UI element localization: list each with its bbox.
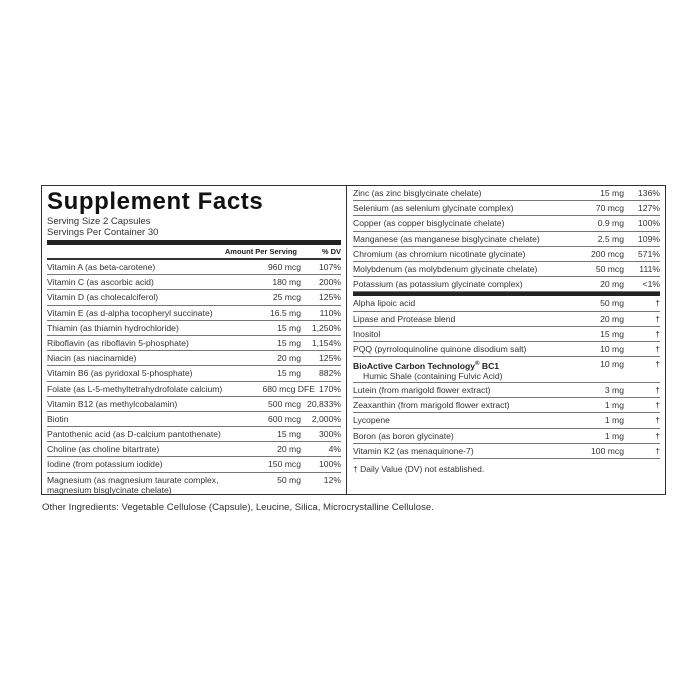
nutrient-row: [353, 342, 660, 357]
nutrient-name: Potassium (as potassium glycinate complex): [353, 279, 523, 290]
nutrient-row: [47, 397, 341, 412]
nutrient-dv: †: [655, 359, 660, 370]
nutrient-name: Molybdenum (as molybdenum glycinate chelate): [353, 263, 538, 274]
nutrient-row: [353, 277, 660, 292]
nutrient-name: Boron (as boron glycinate): [353, 430, 454, 441]
nutrient-amount: 50 mcg: [595, 263, 624, 274]
nutrient-dv: <1%: [642, 279, 660, 290]
nutrient-name: Folate (as L-5-methyltetrahydrofolate calcium): [47, 383, 223, 394]
right-column: [347, 186, 665, 494]
other-nutrient-list-b: [353, 383, 660, 459]
nutrient-row: [353, 262, 660, 277]
nutrient-dv: †: [655, 343, 660, 354]
nutrient-name: Niacin (as niacinamide): [47, 353, 137, 364]
mineral-list: [353, 186, 660, 292]
nutrient-name: Chromium (as chromium nicotinate glycinate): [353, 248, 526, 259]
nutrient-name: Vitamin K2 (as menaquinone-7): [353, 445, 474, 456]
nutrient-amount: 180 mg: [272, 277, 301, 288]
nutrient-dv: †: [655, 430, 660, 441]
nutrient-amount: 1 mg: [604, 415, 624, 426]
other-nutrient-list-a: [353, 296, 660, 357]
nutrient-row: [47, 336, 341, 351]
nutrient-dv: 12%: [323, 474, 341, 485]
nutrient-amount: 3 mg: [604, 385, 624, 396]
nutrient-dv: 111%: [639, 263, 660, 274]
nutrient-row: [47, 275, 341, 290]
nutrient-amount: 150 mcg: [268, 459, 301, 470]
left-column: [42, 186, 347, 494]
amount-header: Amount Per Serving: [224, 247, 297, 256]
nutrient-dv: †: [655, 400, 660, 411]
nutrient-amount: 20 mg: [277, 444, 301, 455]
supplement-facts-panel: [41, 185, 666, 495]
nutrient-row: [353, 312, 660, 327]
bc1-row: [353, 357, 660, 383]
bc1-title: BioActive Carbon Technology® BC1: [353, 360, 500, 371]
nutrient-amount: 70 mcg: [595, 203, 624, 214]
nutrient-amount: 50 mg: [277, 474, 301, 485]
nutrient-row: [47, 366, 341, 381]
serving-size: Serving Size 2 Capsules: [47, 216, 151, 227]
panel-title: Supplement Facts: [47, 188, 264, 215]
nutrient-amount: 0.9 mg: [597, 218, 624, 229]
nutrient-name: Inositol: [353, 328, 381, 339]
nutrient-amount: 15 mg: [600, 188, 624, 198]
nutrient-dv: †: [655, 298, 660, 309]
other-ingredients: Other Ingredients: Vegetable Cellulose (Capsule), Leucine, Silica, Microcrystalline Cellulose.: [42, 502, 434, 513]
nutrient-amount: 600 mcg: [268, 413, 301, 424]
nutrient-amount: 20 mg: [600, 279, 624, 290]
nutrient-dv: 571%: [638, 248, 660, 259]
dv-header: % DV: [321, 247, 341, 256]
nutrient-dv: 136%: [638, 188, 660, 198]
nutrient-dv: 100%: [319, 459, 341, 470]
nutrient-name: Manganese (as manganese bisglycinate chelate): [353, 233, 540, 244]
nutrient-amount: 50 mg: [600, 298, 624, 309]
nutrient-dv: 100%: [638, 218, 660, 229]
nutrient-row: [353, 216, 660, 231]
nutrient-name: Vitamin E (as d-alpha tocopheryl succinate): [47, 307, 213, 318]
bc1-subtitle: Humic Shale (containing Fulvic Acid): [363, 370, 503, 381]
nutrient-row: [47, 427, 341, 442]
left-nutrient-list: [47, 260, 341, 498]
nutrient-amount: 2.5 mg: [597, 233, 624, 244]
nutrient-row: [47, 412, 341, 427]
nutrient-name: Selenium (as selenium glycinate complex): [353, 203, 514, 214]
nutrient-amount: 100 mcg: [591, 445, 624, 456]
nutrient-name: PQQ (pyrroloquinoline quinone disodium salt): [353, 343, 527, 354]
nutrient-dv: †: [655, 445, 660, 456]
nutrient-name: Riboflavin (as riboflavin 5-phosphate): [47, 337, 189, 348]
nutrient-row: [47, 306, 341, 321]
nutrient-name: Lipase and Protease blend: [353, 313, 456, 324]
nutrient-amount: 15 mg: [600, 328, 624, 339]
nutrient-name: [353, 359, 578, 381]
nutrient-dv: 1,250%: [311, 322, 341, 333]
nutrient-dv: 20,833%: [307, 398, 341, 409]
nutrient-row: [47, 457, 341, 472]
nutrient-row: [47, 442, 341, 457]
nutrient-dv: 125%: [319, 292, 341, 303]
nutrient-row: [47, 473, 341, 498]
nutrient-dv: 300%: [319, 429, 341, 440]
nutrient-row: [353, 232, 660, 247]
nutrient-amount: 20 mg: [600, 313, 624, 324]
nutrient-amount: 680 mcg DFE: [262, 383, 315, 394]
nutrient-row: [353, 327, 660, 342]
nutrient-amount: 960 mcg: [268, 262, 301, 272]
nutrient-name: Lutein (from marigold flower extract): [353, 385, 491, 396]
nutrient-amount: 20 mg: [277, 353, 301, 364]
nutrient-amount: 15 mg: [277, 322, 301, 333]
nutrient-dv: †: [655, 313, 660, 324]
nutrient-name: Copper (as copper bisglycinate chelate): [353, 218, 505, 229]
nutrient-amount: 1 mg: [604, 430, 624, 441]
nutrient-amount: 10 mg: [600, 343, 624, 354]
nutrient-amount: 1 mg: [604, 400, 624, 411]
nutrient-name: Vitamin B6 (as pyridoxal 5-phosphate): [47, 368, 193, 379]
nutrient-amount: 16.5 mg: [269, 307, 301, 318]
nutrient-dv: †: [655, 415, 660, 426]
nutrient-dv: †: [655, 328, 660, 339]
nutrient-dv: 125%: [319, 353, 341, 364]
nutrient-amount: 15 mg: [277, 337, 301, 348]
nutrient-row: [353, 398, 660, 413]
nutrient-name: Alpha lipoic acid: [353, 298, 416, 309]
nutrient-row: [353, 247, 660, 262]
nutrient-dv: 107%: [319, 262, 341, 272]
nutrient-row: [353, 413, 660, 428]
nutrient-row: [353, 383, 660, 398]
nutrient-dv: 4%: [328, 444, 341, 455]
nutrient-amount: 15 mg: [277, 368, 301, 379]
nutrient-amount: 200 mcg: [591, 248, 624, 259]
nutrient-dv: 109%: [638, 233, 660, 244]
nutrient-name: Zeaxanthin (from marigold flower extract): [353, 400, 510, 411]
dv-footnote: † Daily Value (DV) not established.: [353, 464, 485, 474]
nutrient-name: Iodine (from potassium iodide): [47, 459, 163, 470]
nutrient-dv: 1,154%: [311, 337, 341, 348]
nutrient-row: [353, 186, 660, 201]
nutrient-name: Vitamin B12 (as methylcobalamin): [47, 398, 178, 409]
nutrient-row: [47, 382, 341, 397]
nutrient-row: [47, 321, 341, 336]
nutrient-dv: 127%: [638, 203, 660, 214]
nutrient-amount: 15 mg: [277, 429, 301, 440]
nutrient-name: Vitamin C (as ascorbic acid): [47, 277, 154, 288]
nutrient-row: [353, 444, 660, 459]
nutrient-name: Choline (as choline bitartrate): [47, 444, 160, 455]
nutrient-dv: 110%: [319, 307, 341, 318]
nutrient-dv: 170%: [319, 383, 341, 394]
nutrient-name: Zinc (as zinc bisglycinate chelate): [353, 188, 482, 198]
nutrient-name: Pantothenic acid (as D-calcium pantothenate): [47, 429, 221, 440]
nutrient-name: Biotin: [47, 413, 69, 424]
nutrient-name: Magnesium (as magnesium taurate complex, magnesium bisglycinate chelate): [47, 474, 219, 495]
nutrient-row: [47, 351, 341, 366]
nutrient-row: [353, 296, 660, 311]
nutrient-dv: 2,000%: [311, 413, 341, 424]
nutrient-dv: 200%: [319, 277, 341, 288]
nutrient-amount: 25 mcg: [272, 292, 301, 303]
nutrient-row: [47, 290, 341, 305]
nutrient-row: [353, 429, 660, 444]
nutrient-amount: 10 mg: [600, 359, 624, 370]
nutrient-row: [47, 260, 341, 275]
servings-per-container: Servings Per Container 30: [47, 227, 159, 238]
column-header: [47, 245, 341, 258]
nutrient-amount: 500 mcg: [268, 398, 301, 409]
nutrient-dv: †: [655, 385, 660, 396]
nutrient-name: Thiamin (as thiamin hydrochloride): [47, 322, 179, 333]
nutrient-name: Vitamin A (as beta-carotene): [47, 262, 156, 272]
nutrient-dv: 882%: [319, 368, 341, 379]
nutrient-row: [353, 201, 660, 216]
nutrient-name: Vitamin D (as cholecalciferol): [47, 292, 159, 303]
nutrient-name: Lycopene: [353, 415, 390, 426]
